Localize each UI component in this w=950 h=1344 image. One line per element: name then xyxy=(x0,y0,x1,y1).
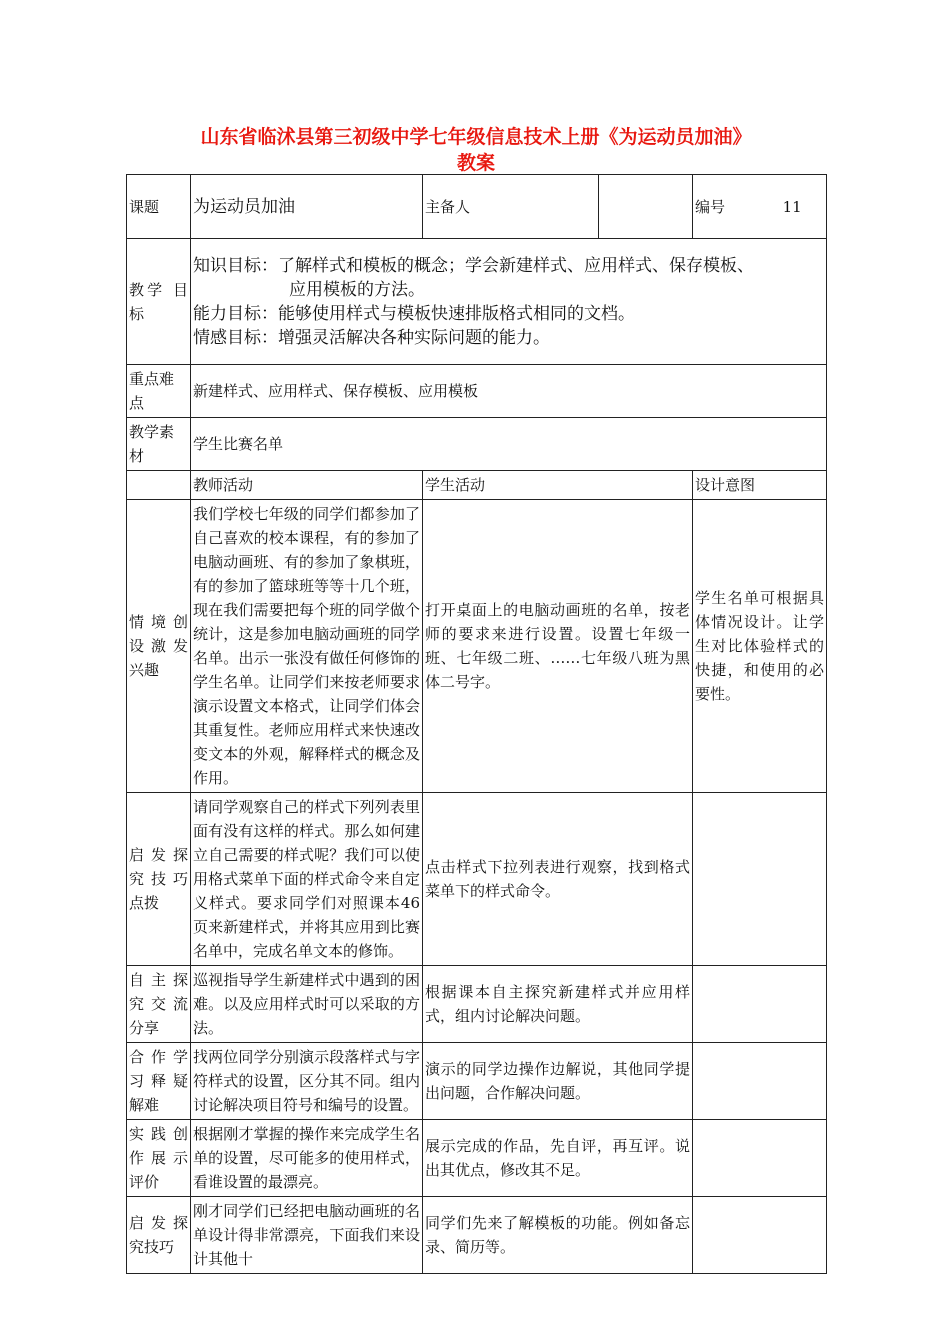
goals-content xyxy=(191,239,827,365)
activity-row xyxy=(127,793,827,966)
activity-row xyxy=(127,1043,827,1120)
topic-value: 为运动员加油 xyxy=(191,175,423,239)
document-title xyxy=(126,124,826,176)
design-intent xyxy=(693,793,827,966)
teacher-activity: 巡视指导学生新建样式中遇到的困难。以及应用样式时可以采取的方法。 xyxy=(191,966,423,1043)
student-activity: 根据课本自主探究新建样式并应用样式，组内讨论解决问题。 xyxy=(423,966,693,1043)
student-activity: 展示完成的作品，先自评，再互评。说出其优点，修改其不足。 xyxy=(423,1120,693,1197)
student-activity: 同学们先来了解模板的功能。例如备忘录、简历等。 xyxy=(423,1197,693,1274)
student-activity: 点击样式下拉列表进行观察，找到格式菜单下的样式命令。 xyxy=(423,793,693,966)
material-label: 教学素材 xyxy=(127,418,191,471)
stage-label: 自主探究交流分享 xyxy=(127,966,191,1043)
teacher-header: 教师活动 xyxy=(191,471,423,500)
design-intent xyxy=(693,1043,827,1120)
lesson-plan-table xyxy=(126,174,827,1274)
intent-header: 设计意图 xyxy=(693,471,827,500)
keypoints-row xyxy=(127,365,827,418)
activity-row xyxy=(127,1197,827,1274)
teacher-activity: 刚才同学们已经把电脑动画班的名单设计得非常漂亮，下面我们来设计其他十 xyxy=(191,1197,423,1274)
stage-label: 合作学习释疑解难 xyxy=(127,1043,191,1120)
stage-header xyxy=(127,471,191,500)
knowledge-goal: 知识目标：了解样式和模板的概念；学会新建样式、应用样式、保存模板、 xyxy=(193,255,754,276)
design-intent xyxy=(693,1197,827,1274)
stage-label: 情境创设激发兴趣 xyxy=(127,500,191,793)
column-header-row xyxy=(127,471,827,500)
topic-row xyxy=(127,175,827,239)
material-value: 学生比赛名单 xyxy=(191,418,827,471)
design-intent xyxy=(693,966,827,1043)
title-line-2: 教案 xyxy=(456,152,495,174)
preparer-value xyxy=(599,175,693,239)
stage-label: 启发探究技巧点拨 xyxy=(127,793,191,966)
student-header: 学生活动 xyxy=(423,471,693,500)
number-value: 11 xyxy=(782,197,802,216)
knowledge-goal-cont: 应用模板的方法。 xyxy=(289,279,425,300)
teacher-activity: 根据刚才掌握的操作来完成学生名单的设置，尽可能多的使用样式，看谁设置的最漂亮。 xyxy=(191,1120,423,1197)
goals-row xyxy=(127,239,827,365)
material-row xyxy=(127,418,827,471)
topic-label: 课题 xyxy=(127,175,191,239)
activity-row xyxy=(127,1120,827,1197)
ability-goal: 能力目标：能够使用样式与模板快速排版格式相同的文档。 xyxy=(193,303,635,324)
goals-label: 教学 目标 xyxy=(127,239,191,365)
teacher-activity: 请同学观察自己的样式下列列表里面有没有这样的样式。那么如何建立自己需要的样式呢？我们可以使用格式菜单下面的样式命令来自定义样式。要求同学们对照课本46页来新建样式，并将其应用到比赛名单中，完成名单文本的修饰。 xyxy=(191,793,423,966)
student-activity: 打开桌面上的电脑动画班的名单，按老师的要求来进行设置。设置七年级一班、七年级二班、……七年级八班为黑体二号字。 xyxy=(423,500,693,793)
keypoints-label: 重点难点 xyxy=(127,365,191,418)
stage-label: 实践创作展示评价 xyxy=(127,1120,191,1197)
activity-row xyxy=(127,966,827,1043)
stage-label: 启发探究技巧 xyxy=(127,1197,191,1274)
design-intent xyxy=(693,1120,827,1197)
number-label: 编号 xyxy=(695,197,726,216)
teacher-activity: 找两位同学分别演示段落样式与字符样式的设置，区分其不同。组内讨论解决项目符号和编号的设置。 xyxy=(191,1043,423,1120)
design-intent: 学生名单可根据具体情况设计。让学生对比体验样式的快捷，和使用的必要性。 xyxy=(693,500,827,793)
student-activity: 演示的同学边操作边解说，其他同学提出问题，合作解决问题。 xyxy=(423,1043,693,1120)
title-line-1: 山东省临沭县第三初级中学七年级信息技术上册《为运动员加油》 xyxy=(200,126,752,148)
teacher-activity: 我们学校七年级的同学们都参加了自己喜欢的校本课程，有的参加了电脑动画班、有的参加了象棋班，有的参加了篮球班等等十几个班，现在我们需要把每个班的同学做个统计，这是参加电脑动画班的同学名单。出示一张没有做任何修饰的学生名单。让同学们来按老师要求演示设置文本格式，让同学们体会其重复性。老师应用样式来快速改变文本的外观，解释样式的概念及作用。 xyxy=(191,500,423,793)
preparer-label: 主备人 xyxy=(423,175,599,239)
number-cell xyxy=(693,175,827,239)
keypoints-value: 新建样式、应用样式、保存模板、应用模板 xyxy=(191,365,827,418)
emotion-goal: 情感目标：增强灵活解决各种实际问题的能力。 xyxy=(193,327,550,348)
activity-row xyxy=(127,500,827,793)
